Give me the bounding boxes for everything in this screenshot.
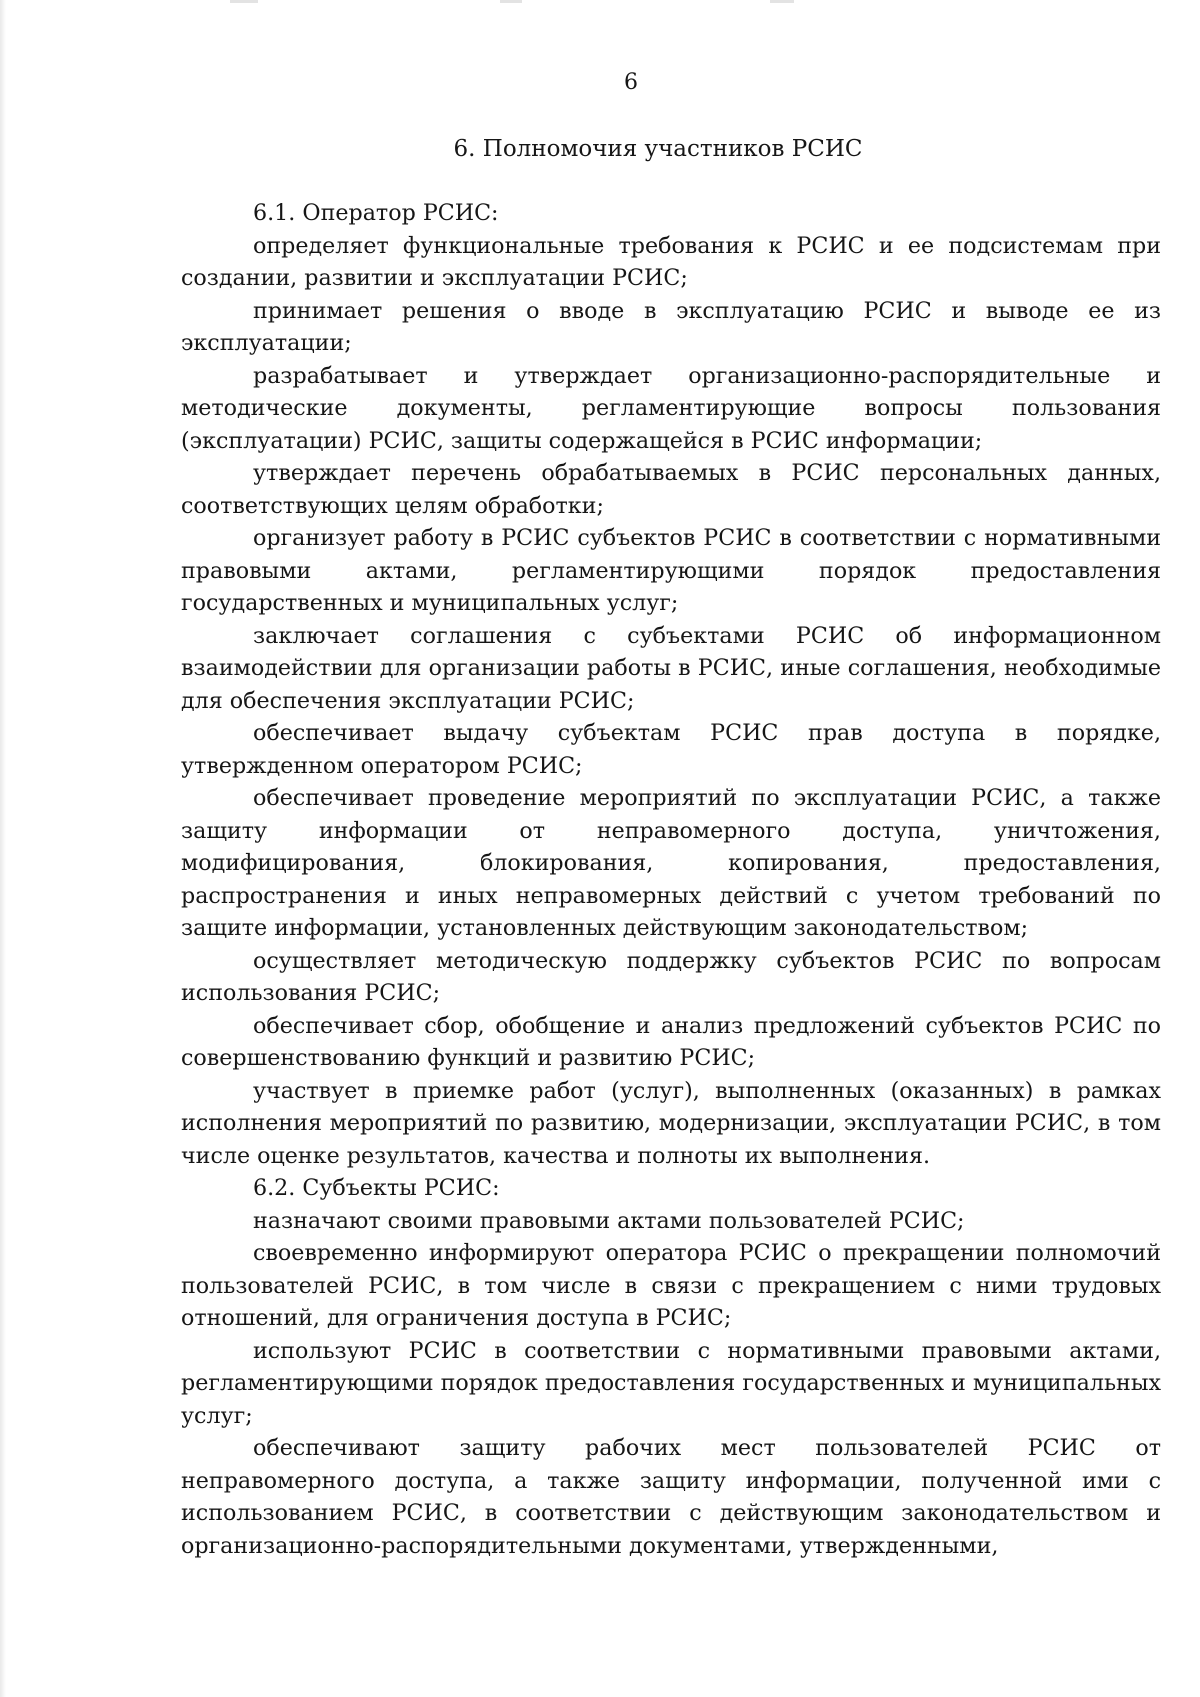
list-item: обеспечивает сбор, обобщение и анализ предложений субъектов РСИС по совершенствованию функций и развитию РСИС; (181, 1012, 1161, 1071)
list-item: обеспечивают защиту рабочих мест пользователей РСИС от неправомерного доступа, а также защиту информации, полученной ими с использованием РСИС, в соответствии с действующим законодательством и организационно-распорядительными документами, утвержденными, (181, 1435, 1161, 1559)
list-item: разрабатывает и утверждает организационно-распорядительные и методические документы, регламентирующие вопросы пользования (эксплуатации) РСИС, защиты содержащейся в РСИС информации; (181, 362, 1161, 454)
subsection-heading: 6.2. Субъекты РСИС: (253, 1175, 500, 1201)
list-item: заключает соглашения с субъектами РСИС об информационном взаимодействии для организации работы в РСИС, иные соглашения, необходимые для обеспечения эксплуатации РСИС; (181, 622, 1161, 714)
list-item: осуществляет методическую поддержку субъектов РСИС по вопросам использования РСИС; (181, 947, 1161, 1006)
section-title: 6. Полномочия участников РСИС (453, 136, 863, 162)
scan-top-mark (770, 0, 794, 3)
scan-left-edge (0, 0, 6, 1697)
list-item: обеспечивает выдачу субъектам РСИС прав доступа в порядке, утвержденном оператором РСИС; (181, 720, 1161, 779)
document-body (181, 197, 1161, 1562)
scan-top-mark (500, 0, 522, 3)
list-item: используют РСИС в соответствии с нормативными правовыми актами, регламентирующими порядок предоставления государственных и муниципальных услуг; (181, 1337, 1161, 1429)
subsection-subjects (181, 1172, 1161, 1562)
list-item: организует работу в РСИС субъектов РСИС в соответствии с нормативными правовыми актами, регламентирующими порядок предоставления государственных и муниципальных услуг; (181, 525, 1161, 616)
list-item: определяет функциональные требования к РСИС и ее подсистемам при создании, развитии и эксплуатации РСИС; (181, 232, 1161, 291)
list-item: назначают своими правовыми актами пользователей РСИС; (253, 1207, 965, 1234)
subsection-heading: 6.1. Оператор РСИС: (253, 200, 499, 226)
list-item: утверждает перечень обрабатываемых в РСИС персональных данных, соответствующих целям обработки; (181, 460, 1161, 519)
scan-top-mark (230, 0, 258, 3)
list-item: обеспечивает проведение мероприятий по эксплуатации РСИС, а также защиту информации от неправомерного доступа, уничтожения, модифицирования, блокирования, копирования, предоставления, распространения и иных неправомерных действий с учетом требований по защите информации, установленных действующим законодательством; (181, 785, 1161, 941)
list-item: принимает решения о вводе в эксплуатацию РСИС и выводе ее из эксплуатации; (181, 297, 1161, 356)
list-item: своевременно информируют оператора РСИС о прекращении полномочий пользователей РСИС, в том числе в связи с прекращением с ними трудовых отношений, для ограничения доступа в РСИС; (181, 1240, 1161, 1331)
list-item: участвует в приемке работ (услуг), выполненных (оказанных) в рамках исполнения мероприятий по развитию, модернизации, эксплуатации РСИС, в том числе оценке результатов, качества и полноты их выполнения. (181, 1077, 1161, 1169)
page-number: 6 (624, 70, 638, 95)
subsection-operator (181, 197, 1161, 1172)
